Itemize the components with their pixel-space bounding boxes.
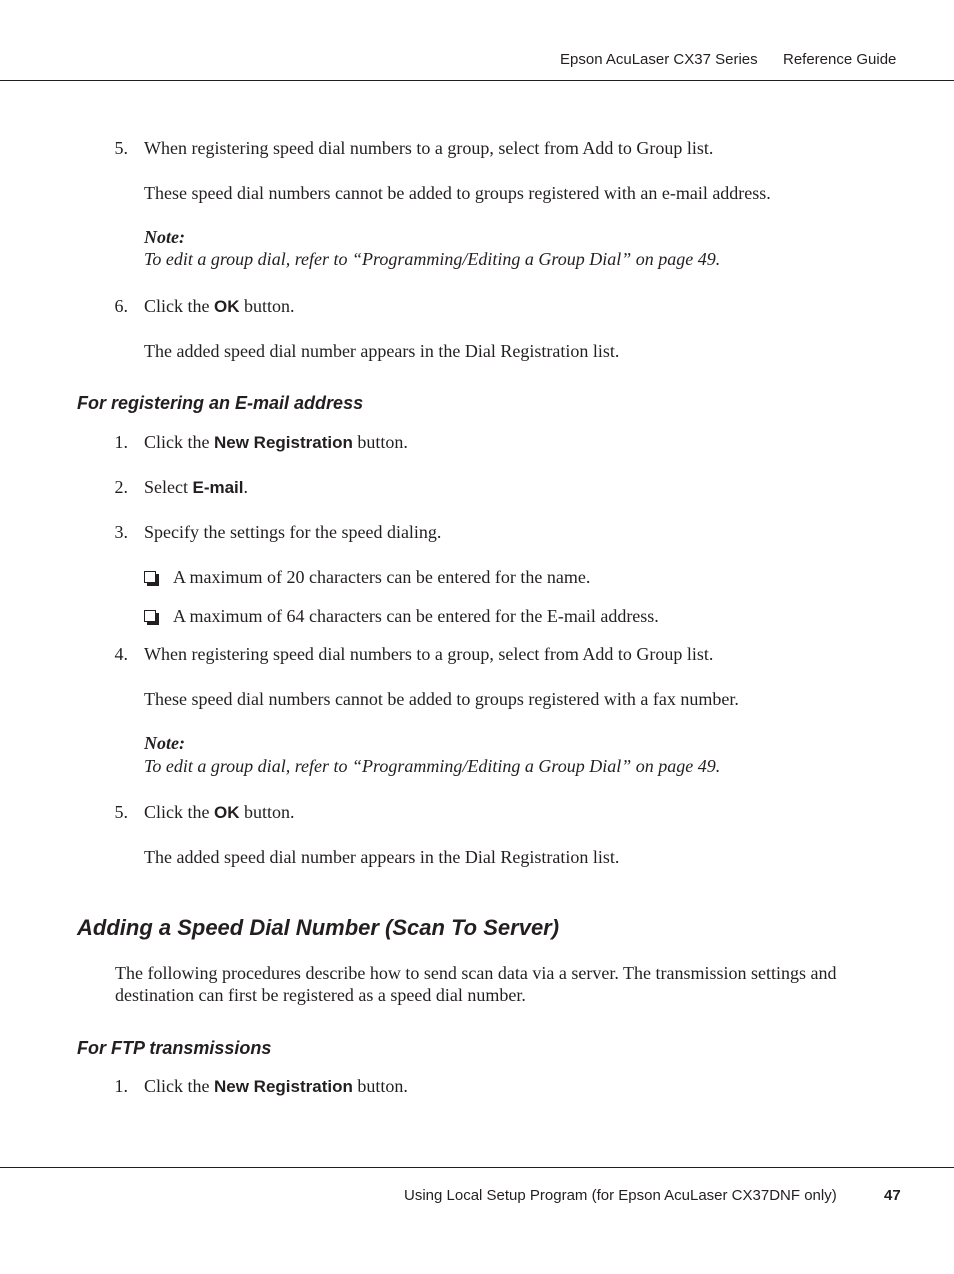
header-product: Epson AcuLaser CX37 Series xyxy=(560,51,758,68)
step-text-pre: Click the xyxy=(144,432,214,452)
footer-text: Using Local Setup Program (for Epson AcuLaser CX37DNF only) xyxy=(404,1187,837,1204)
step-text xyxy=(144,431,408,454)
footer-rule xyxy=(0,1167,954,1168)
step-text-pre: Click the xyxy=(144,1076,214,1096)
paragraph: These speed dial numbers cannot be added to groups registered with a fax number. xyxy=(144,689,739,709)
bullet-text: A maximum of 64 characters can be entered for the E-mail address. xyxy=(173,606,659,626)
step-text: When registering speed dial numbers to a group, select from Add to Group list. xyxy=(144,138,714,158)
intro-paragraph-line: destination can first be registered as a speed dial number. xyxy=(115,985,526,1005)
checkbox-bullet-icon xyxy=(144,571,156,583)
step-text-post: . xyxy=(243,477,249,497)
step-number: 4. xyxy=(114,644,128,664)
paragraph: These speed dial numbers cannot be added to groups registered with an e-mail address. xyxy=(144,183,771,203)
checkbox-bullet-icon xyxy=(144,610,156,622)
step-text xyxy=(144,295,295,318)
page-number: 47 xyxy=(884,1187,901,1204)
step-text xyxy=(144,476,248,499)
header-rule xyxy=(0,80,954,81)
step-text xyxy=(144,1075,408,1098)
step-text-post: button. xyxy=(239,296,295,316)
step-text-post: button. xyxy=(352,432,408,452)
note-text: To edit a group dial, refer to “Programming/Editing a Group Dial” on page 49. xyxy=(144,756,721,776)
bullet-text: A maximum of 20 characters can be entered for the name. xyxy=(173,567,591,587)
subheading-ftp: For FTP transmissions xyxy=(77,1038,272,1058)
ok-button-name: OK xyxy=(214,803,240,822)
step-text: When registering speed dial numbers to a group, select from Add to Group list. xyxy=(144,644,714,664)
step-text-pre: Click the xyxy=(144,802,214,822)
step-number: 5. xyxy=(114,138,128,158)
new-registration-button-name: New Registration xyxy=(214,1077,353,1096)
header-guide: Reference Guide xyxy=(783,51,897,68)
step-text xyxy=(144,801,295,824)
step-text-post: button. xyxy=(239,802,295,822)
note-label: Note: xyxy=(144,227,185,247)
paragraph: The added speed dial number appears in the Dial Registration list. xyxy=(144,341,620,361)
section-heading-scan-to-server: Adding a Speed Dial Number (Scan To Server) xyxy=(77,915,560,940)
new-registration-button-name: New Registration xyxy=(214,433,353,452)
ok-button-name: OK xyxy=(214,297,240,316)
step-number: 6. xyxy=(114,296,128,316)
step-number: 5. xyxy=(114,802,128,822)
subheading-email: For registering an E-mail address xyxy=(77,393,364,413)
step-number: 3. xyxy=(114,522,128,542)
step-text: Specify the settings for the speed dialing. xyxy=(144,522,442,542)
intro-paragraph-line: The following procedures describe how to send scan data via a server. The transmission settings and xyxy=(115,963,837,983)
step-number: 2. xyxy=(114,477,128,497)
step-number: 1. xyxy=(114,432,128,452)
step-text-pre: Click the xyxy=(144,296,214,316)
email-option-name: E-mail xyxy=(192,478,244,497)
step-number: 1. xyxy=(114,1076,128,1096)
step-text-pre: Select xyxy=(144,477,193,497)
note-label: Note: xyxy=(144,733,185,753)
paragraph: The added speed dial number appears in the Dial Registration list. xyxy=(144,847,620,867)
step-text-post: button. xyxy=(352,1076,408,1096)
note-text: To edit a group dial, refer to “Programming/Editing a Group Dial” on page 49. xyxy=(144,249,721,269)
